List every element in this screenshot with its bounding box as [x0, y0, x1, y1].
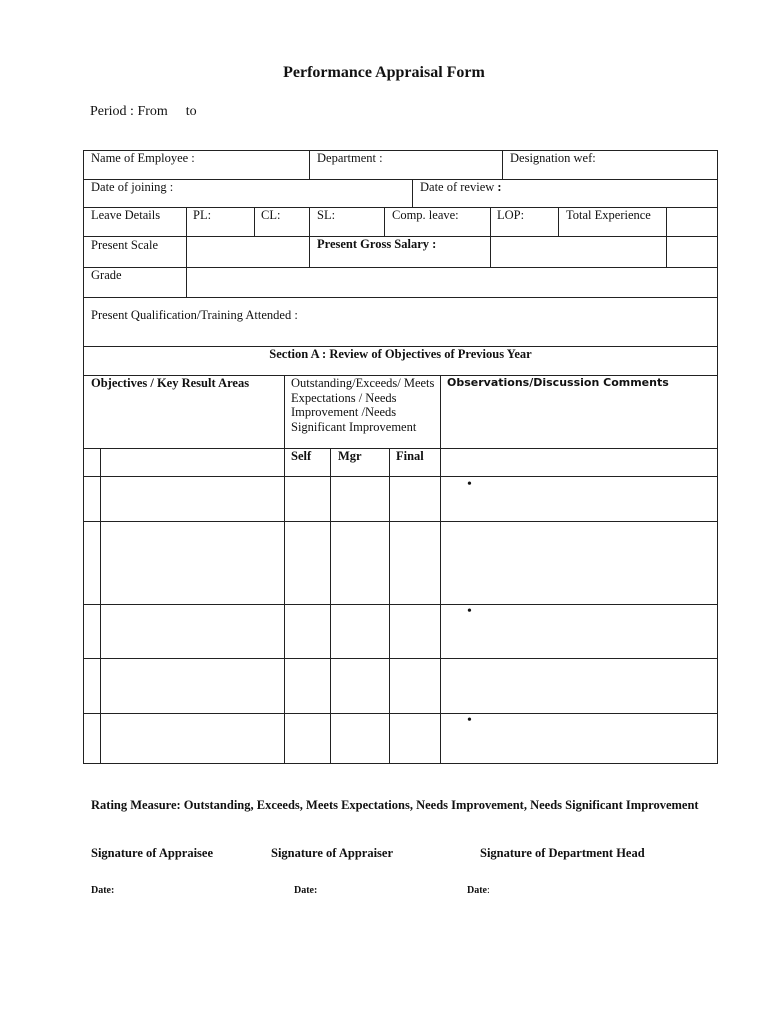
- present-scale-label: Present Scale: [91, 238, 158, 252]
- grade-label: Grade: [91, 268, 122, 282]
- date-of-joining-field[interactable]: Date of joining :: [91, 180, 174, 194]
- cell-divider: [186, 207, 187, 236]
- period-to-label: to: [185, 104, 197, 119]
- signature-appraisee: Signature of Appraisee: [91, 846, 213, 860]
- row-divider: [83, 604, 718, 605]
- cell-divider: [186, 236, 187, 267]
- row-divider: [83, 267, 718, 268]
- cell-divider: [440, 375, 441, 763]
- cell-divider: [490, 236, 491, 267]
- cell-divider: [666, 236, 667, 267]
- cell-divider: [502, 150, 503, 179]
- lop-field[interactable]: LOP:: [497, 208, 525, 222]
- cell-divider: [666, 207, 667, 236]
- department-field[interactable]: Department :: [317, 151, 383, 165]
- period-line: [90, 104, 197, 120]
- cell-divider: [254, 207, 255, 236]
- row-divider: [83, 297, 718, 298]
- form-title: Performance Appraisal Form: [283, 64, 485, 81]
- present-gross-salary-label: Present Gross Salary :: [317, 237, 437, 251]
- name-of-employee-field[interactable]: Name of Employee :: [91, 151, 195, 165]
- total-experience-label: Total Experience: [566, 208, 651, 222]
- designation-field[interactable]: Designation wef:: [510, 151, 596, 165]
- cl-field[interactable]: CL:: [261, 208, 281, 222]
- cell-divider: [284, 375, 285, 763]
- sl-field[interactable]: SL:: [317, 208, 336, 222]
- date-department-head: [467, 885, 490, 896]
- cell-divider: [384, 207, 385, 236]
- cell-divider: [389, 448, 390, 763]
- final-rating-header: Final: [396, 449, 424, 463]
- table-border-left: [83, 150, 84, 764]
- observations-column-header: Observations/Discussion Comments: [447, 376, 669, 389]
- date-appraiser: Date:: [294, 885, 318, 896]
- comp-leave-field[interactable]: Comp. leave:: [392, 208, 459, 222]
- row-divider: [83, 179, 718, 180]
- pl-field[interactable]: PL:: [193, 208, 212, 222]
- row-divider: [83, 476, 718, 477]
- date-of-review-label: Date of review: [420, 180, 495, 194]
- date-appraisee: Date:: [91, 885, 115, 896]
- cell-divider: [558, 207, 559, 236]
- rating-column-header: Outstanding/Exceeds/ Meets Expectations / Needs Improvement /Needs Significant Improvement: [291, 376, 435, 434]
- row-divider: [83, 658, 718, 659]
- cell-divider: [186, 267, 187, 297]
- qualification-field[interactable]: Present Qualification/Training Attended :: [91, 308, 298, 322]
- cell-divider: [330, 448, 331, 763]
- manager-rating-header: Mgr: [338, 449, 362, 463]
- comment-bullet: •: [467, 713, 472, 728]
- cell-divider: [100, 448, 101, 763]
- table-border-right: [717, 150, 718, 764]
- cell-divider: [309, 207, 310, 236]
- rating-measure: Rating Measure: Outstanding, Exceeds, Meets Expectations, Needs Improvement, Needs Significant Improvement: [91, 798, 699, 812]
- section-a-heading: Section A : Review of Objectives of Previous Year: [269, 347, 532, 361]
- cell-divider: [309, 150, 310, 179]
- date-colon: :: [487, 885, 490, 896]
- self-rating-header: Self: [291, 449, 312, 463]
- objectives-column-header: Objectives / Key Result Areas: [91, 376, 250, 390]
- date-of-review-field[interactable]: [420, 180, 502, 195]
- signature-department-head: Signature of Department Head: [480, 846, 645, 860]
- comment-bullet: •: [467, 477, 472, 492]
- signature-appraiser: Signature of Appraiser: [271, 846, 393, 860]
- row-divider: [83, 713, 718, 714]
- row-divider: [83, 521, 718, 522]
- date-of-review-colon: :: [497, 180, 502, 194]
- leave-details-label: Leave Details: [91, 208, 161, 222]
- period-from-label: Period : From: [90, 104, 168, 119]
- date-label: Date: [467, 885, 487, 896]
- cell-divider: [490, 207, 491, 236]
- table-border-bottom: [83, 763, 718, 764]
- cell-divider: [309, 236, 310, 267]
- cell-divider: [412, 179, 413, 207]
- comment-bullet: •: [467, 604, 472, 619]
